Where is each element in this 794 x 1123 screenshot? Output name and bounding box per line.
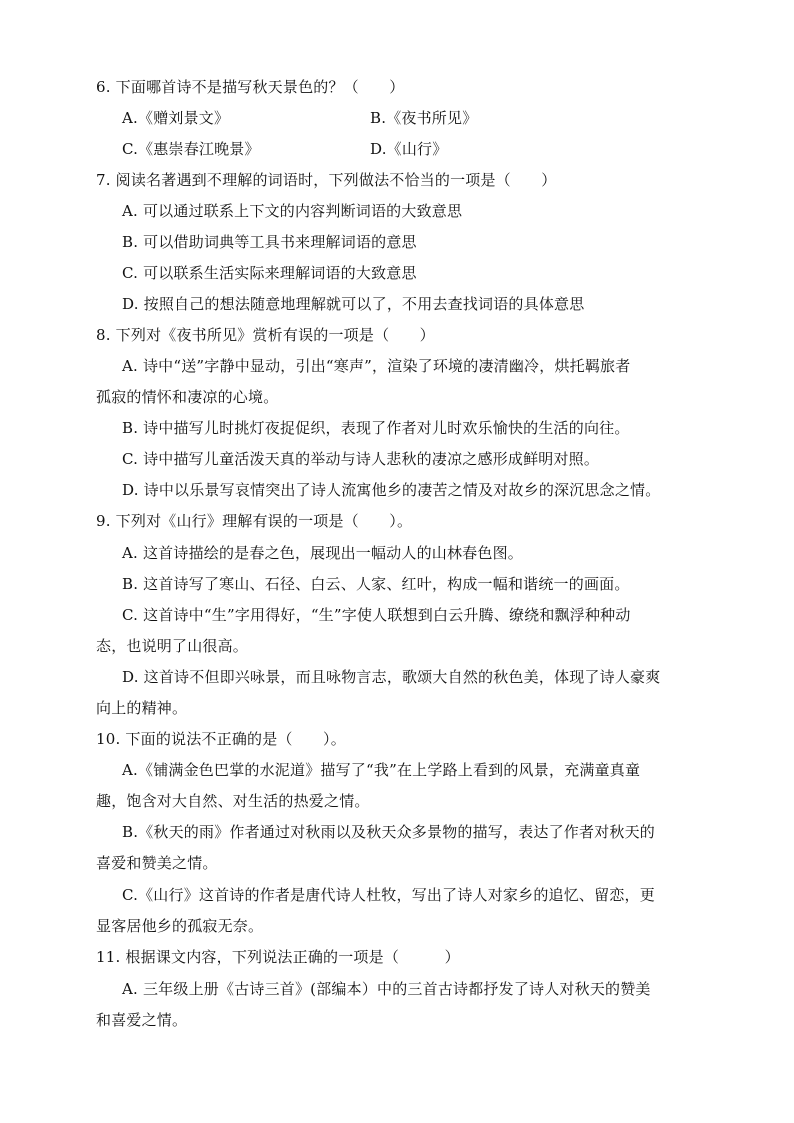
question-9-option-d-cont: 向上的精神。: [96, 699, 188, 717]
question-11-option-a-cont: 和喜爱之情。: [96, 1011, 188, 1029]
question-9-option-b: B. 这首诗写了寒山、石径、白云、人家、红叶，构成一幅和谐统一的画面。: [122, 575, 630, 593]
question-8-option-a: A. 诗中“送”字静中显动，引出“寒声”，渲染了环境的凄清幽冷，烘托羁旅者: [122, 357, 631, 375]
question-11-stem: 11. 根据课文内容，下列说法正确的一项是（ ）: [96, 948, 460, 966]
question-6-option-c: C.《惠崇春江晚景》: [122, 140, 260, 158]
question-7-stem: 7. 阅读名著遇到不理解的词语时，下列做法不恰当的一项是（ ）: [96, 171, 557, 189]
question-7-option-b: B. 可以借助词典等工具书来理解词语的意思: [122, 233, 417, 251]
question-10-option-c-cont: 显客居他乡的孤寂无奈。: [96, 917, 264, 935]
question-8-stem: 8. 下列对《夜书所见》赏析有误的一项是（ ）: [96, 326, 435, 344]
question-9-option-c: C. 这首诗中“生”字用得好，“生”字使人联想到白云升腾、缭绕和飘浮种种动: [122, 606, 631, 624]
question-9-option-a: A. 这首诗描绘的是春之色，展现出一幅动人的山林春色图。: [122, 544, 523, 562]
question-9-option-c-cont: 态，也说明了山很高。: [96, 637, 249, 655]
question-10-option-b: B.《秋天的雨》作者通过对秋雨以及秋天众多景物的描写，表达了作者对秋天的: [122, 823, 655, 841]
question-6-stem: 6. 下面哪首诗不是描写秋天景色的？（ ）: [96, 78, 405, 96]
question-10-stem: 10. 下面的说法不正确的是（ ）。: [96, 730, 346, 748]
question-10-option-b-cont: 喜爱和赞美之情。: [96, 854, 218, 872]
question-7-option-a: A. 可以通过联系上下文的内容判断词语的大致意思: [122, 202, 463, 220]
question-7-option-c: C. 可以联系生活实际来理解词语的大致意思: [122, 264, 417, 282]
question-8-option-c: C. 诗中描写儿童活泼天真的举动与诗人悲秋的凄凉之感形成鲜明对照。: [122, 450, 600, 468]
question-7-option-d: D. 按照自己的想法随意地理解就可以了，不用去查找词语的具体意思: [122, 295, 585, 313]
question-10-option-a: A.《铺满金色巴掌的水泥道》描写了“我”在上学路上看到的风景，充满童真童: [122, 761, 641, 779]
question-10-option-c: C.《山行》这首诗的作者是唐代诗人杜牧，写出了诗人对家乡的追忆、留恋，更: [122, 886, 655, 904]
question-6-option-b: B.《夜书所见》: [370, 109, 478, 127]
question-6-option-d: D.《山行》: [370, 140, 448, 158]
question-11-option-a: A. 三年级上册《古诗三首》(部编本）中的三首古诗都抒发了诗人对秋天的赞美: [122, 980, 651, 998]
question-10-option-a-cont: 趣，饱含对大自然、对生活的热爱之情。: [96, 792, 370, 810]
question-8-option-d: D. 诗中以乐景写哀情突出了诗人流寓他乡的凄苦之情及对故乡的深沉思念之情。: [122, 481, 661, 499]
question-9-stem: 9. 下列对《山行》理解有误的一项是（ ）。: [96, 512, 413, 530]
question-8-option-a-cont: 孤寂的情怀和凄凉的心境。: [96, 388, 279, 406]
question-9-option-d: D. 这首诗不但即兴咏景，而且咏物言志，歌颂大自然的秋色美，体现了诗人豪爽: [122, 668, 661, 686]
question-6-option-a: A.《赠刘景文》: [122, 109, 230, 127]
question-8-option-b: B. 诗中描写儿时挑灯夜捉促织，表现了作者对儿时欢乐愉快的生活的向往。: [122, 419, 630, 437]
